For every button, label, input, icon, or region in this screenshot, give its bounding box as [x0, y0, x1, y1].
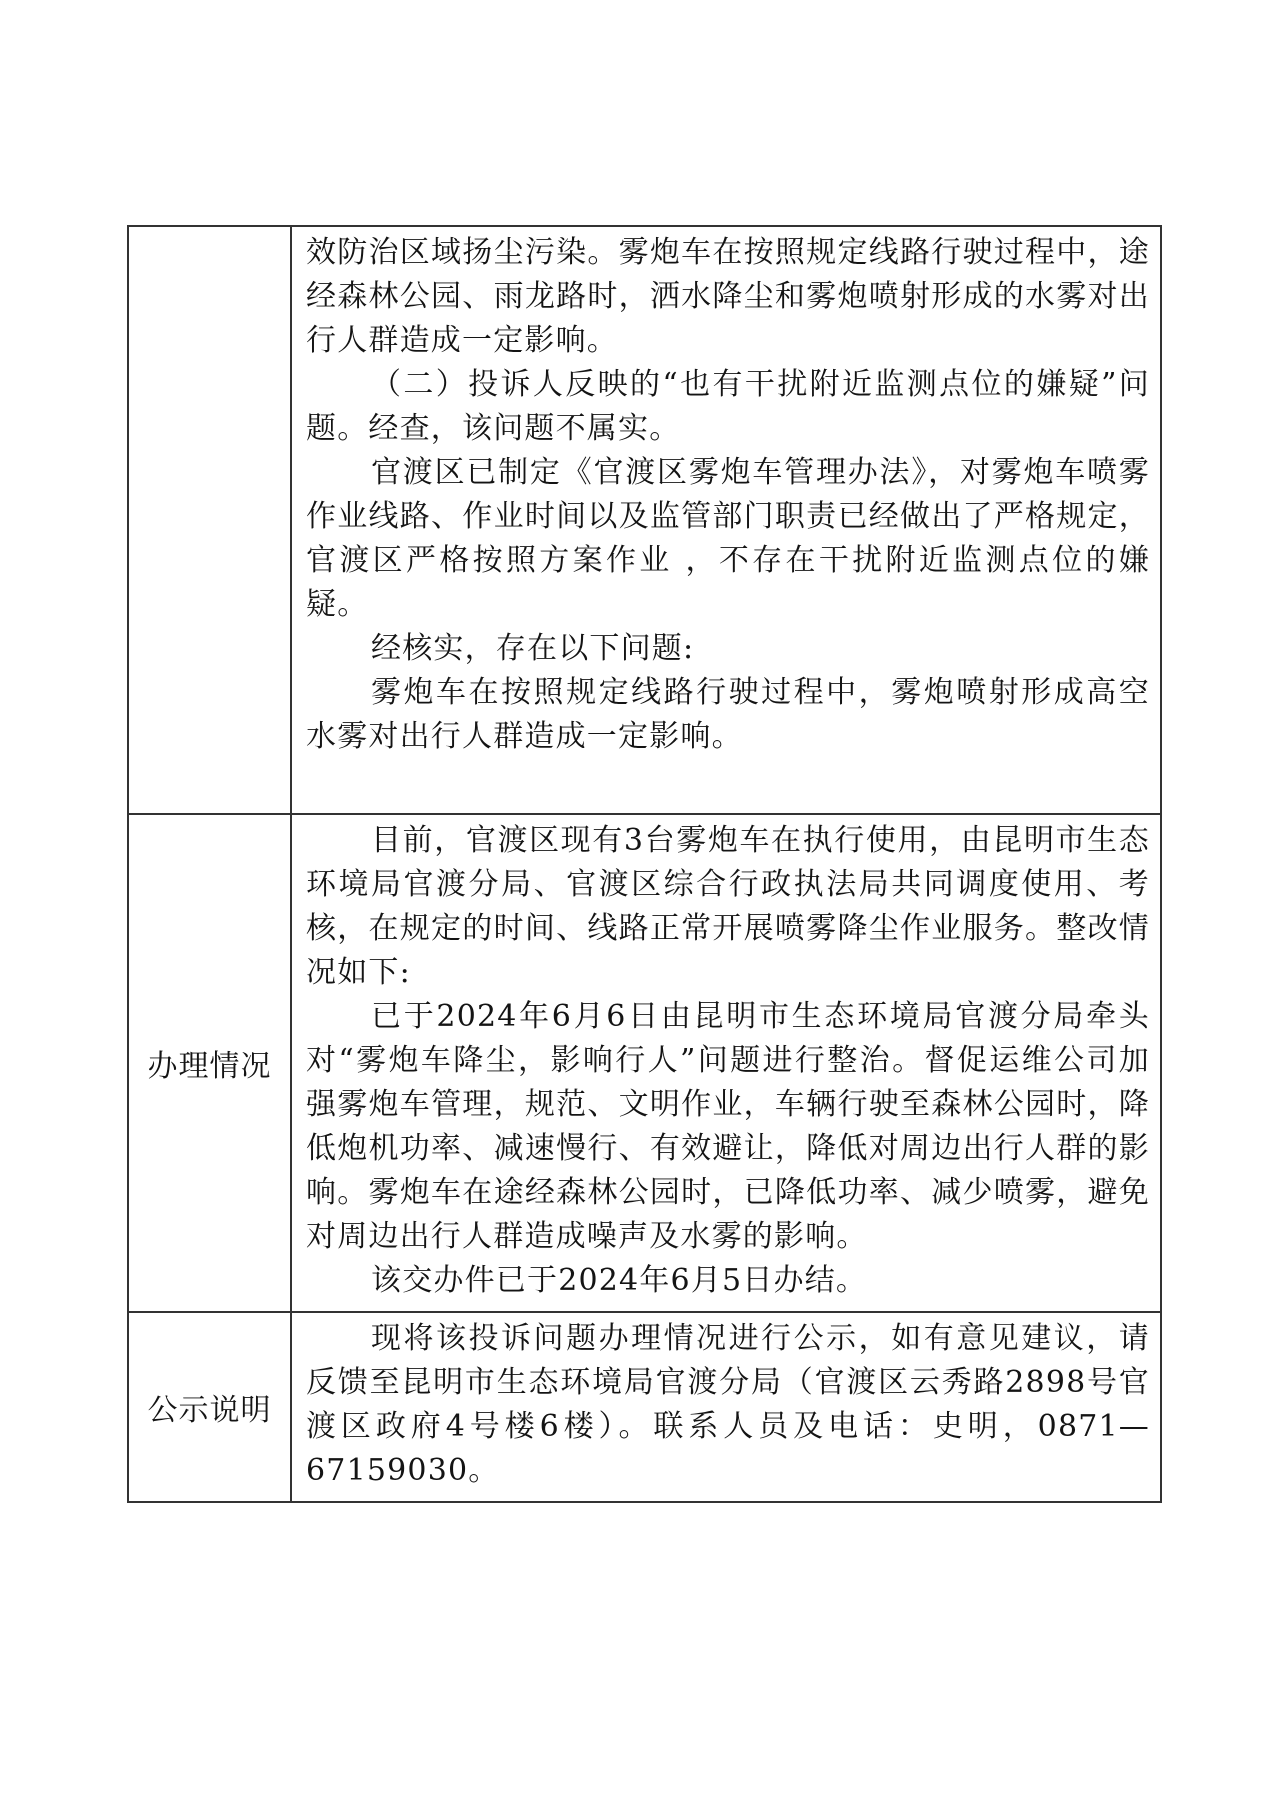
row-label-empty — [128, 226, 291, 814]
paragraph: 雾炮车在按照规定线路行驶过程中，雾炮喷射形成高空水雾对出行人群造成一定影响。 — [306, 675, 1150, 754]
paragraph: 官渡区已制定《官渡区雾炮车管理办法》，对雾炮车喷雾作业线路、作业时间以及监管部门职责已经做出了严格规定，官渡区严格按照方案作业 ，不存在干扰附近监测点位的嫌疑。 — [306, 455, 1150, 622]
paragraph: 效防治区域扬尘污染。雾炮车在按照规定线路行驶过程中，途经森林公园、雨龙路时，洒水降尘和雾炮喷射形成的水雾对出行人群造成一定影响。 — [306, 235, 1150, 358]
table-row-handling — [128, 814, 1161, 1312]
paragraph: 经核实，存在以下问题: — [371, 631, 695, 666]
paragraph: 该交办件已于2024年6月5日办结。 — [371, 1263, 868, 1298]
row-label-handling: 办理情况 — [128, 814, 291, 1312]
paragraph: 已于2024年6月6日由昆明市生态环境局官渡分局牵头对“雾炮车降尘，影响行人”问题进行整治。督促运维公司加强雾炮车管理，规范、文明作业，车辆行驶至森林公园时，降低炮机功率、减速慢行、有效避让，降低对周边出行人群的影响。雾炮车在途经森林公园时，已降低功率、减少喷雾，避免对周边出行人群造成噪声及水雾的影响。 — [306, 999, 1150, 1254]
table-row-notice — [128, 1312, 1161, 1502]
table-row-findings — [128, 226, 1161, 814]
row-label-notice: 公示说明 — [128, 1312, 291, 1502]
document-table — [127, 225, 1162, 1503]
handling-content — [291, 814, 1161, 1312]
findings-content — [291, 226, 1161, 814]
paragraph: 目前，官渡区现有3台雾炮车在执行使用，由昆明市生态环境局官渡分局、官渡区综合行政执法局共同调度使用、考核，在规定的时间、线路正常开展喷雾降尘作业服务。整改情况如下: — [306, 823, 1150, 990]
paragraph: （二）投诉人反映的“也有干扰附近监测点位的嫌疑”问题。经查，该问题不属实。 — [306, 367, 1150, 446]
notice-content — [291, 1312, 1161, 1502]
paragraph: 现将该投诉问题办理情况进行公示，如有意见建议，请反馈至昆明市生态环境局官渡分局（官渡区云秀路2898号官渡区政府4号楼6楼）。联系人员及电话：史明，0871—67159030。 — [306, 1321, 1150, 1488]
